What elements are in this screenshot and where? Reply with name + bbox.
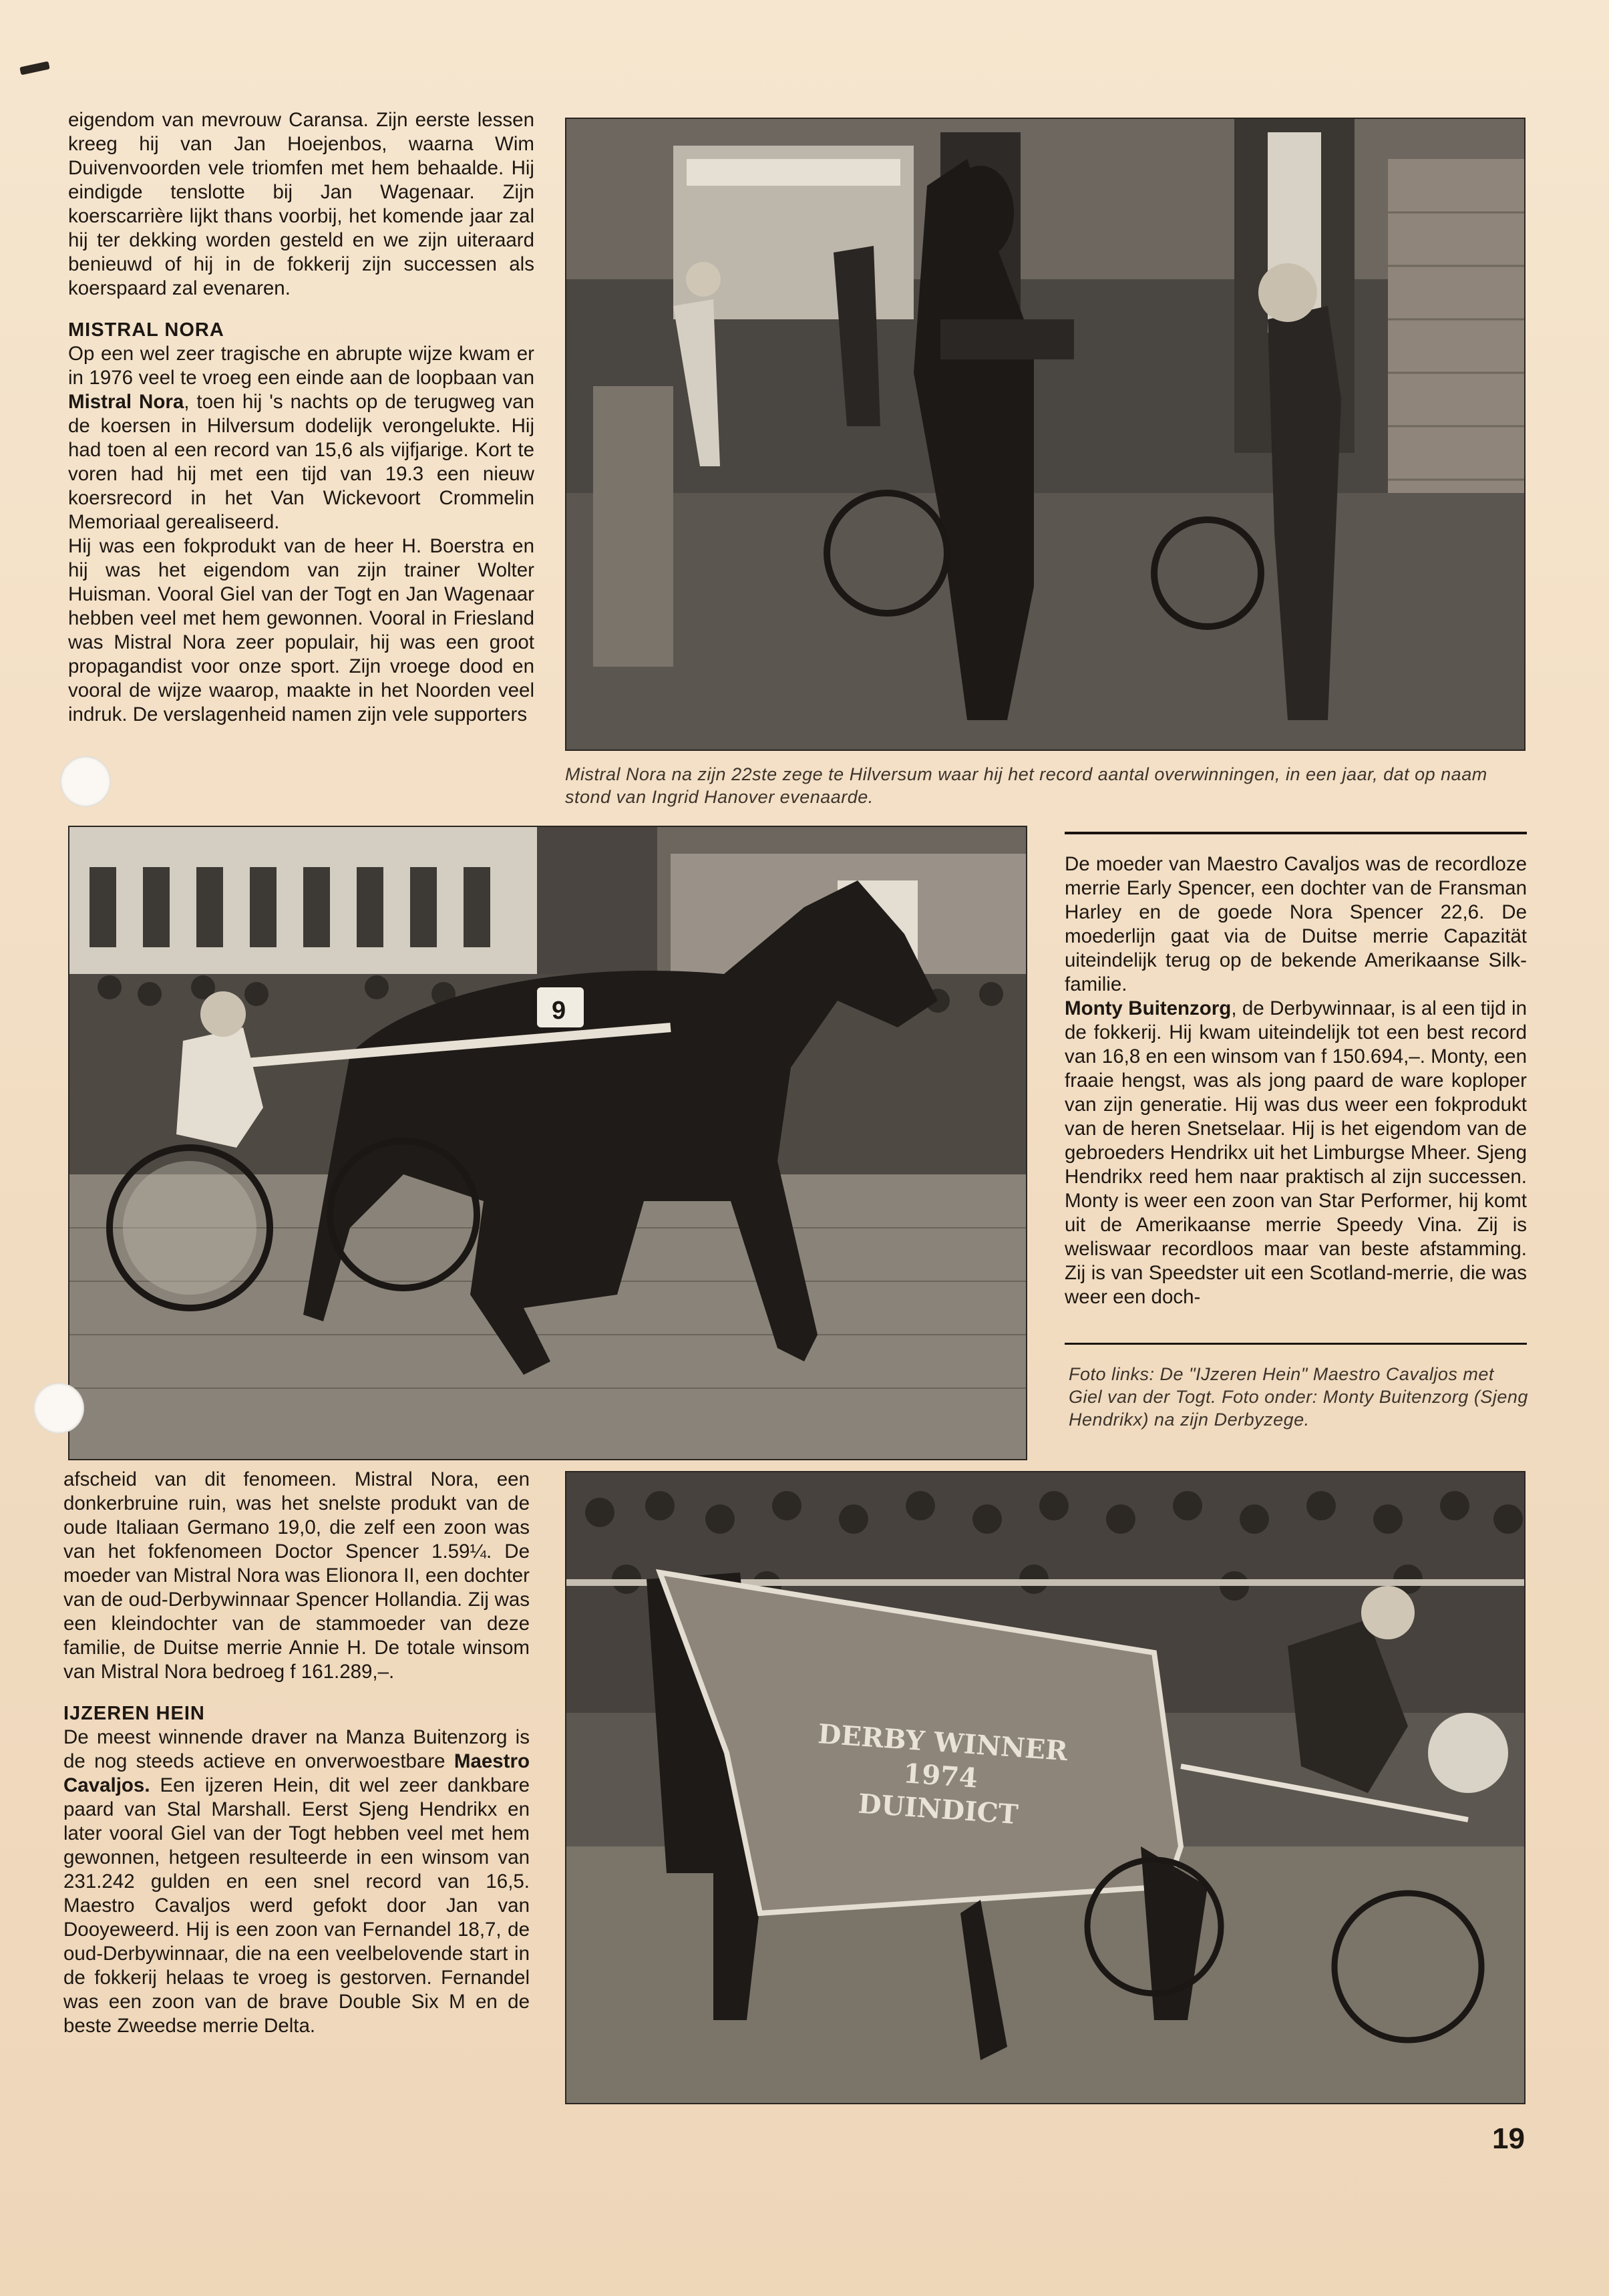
column-rule-bottom — [1065, 1343, 1527, 1345]
paragraph-intro: eigendom van mevrouw Caransa. Zijn eerste lessen kreeg hij van Jan Hoejenbos, waarna Wim Duivenvoorden vele triomfen met hem behaalde. Hij eindigde tenslotte bij Jan Wagenaar. Zijn koerscarrière lijkt thans voorbij, het komende jaar zal hij ter dekking worden gesteld en we zijn uiteraard benieuwd of hij in de fokkerij zijn successen als koerspaard zal evenaren. — [68, 109, 534, 299]
derby-winner-blanket-text — [797, 1717, 1083, 1836]
saddle-cloth-number: 9 — [552, 997, 566, 1025]
paragraph-mistral-nora-1: Op een wel zeer tragische en abrupte wijze kwam er in 1976 veel te vroeg een einde aan de loopbaan van Mistral Nora, toen hij 's nachts op de terugweg van de koersen in Hilversum dodelijk verongelukte. Hij had toen al een record van 15,6 als vijfjarige. Kort te voren had hij met een tijd van 19.3 een nieuw koersrecord in het Van Wickevoort Crommelin Memoriaal gerealiseerd. — [68, 343, 534, 533]
page-number: 19 — [1492, 2122, 1525, 2155]
photo-maestro-cavaljos — [68, 826, 1027, 1460]
blanket-line-3: DUINDICT — [857, 1788, 1019, 1831]
blanket-line-1: DERBY WINNER — [817, 1718, 1069, 1768]
heading-mistral-nora: MISTRAL NORA — [68, 319, 224, 341]
paragraph-maestro-cavaljos: De meest winnende draver na Manza Buitenzorg is de nog steeds actieve en onverwoestbare Maestro Cavaljos. Een ijzeren Hein, dit wel zeer dankbare paard van Stal Marshall. Eerst Sjeng Hendrikx en later vooral Giel van der Togt hebben veel met hem gewonnen, hetgeen resulteerde in een winsom van 231.242 gulden en een snel record van 16,5. Maestro Cavaljos werd gefokt door Jan van Dooyeweerd. Hij is een zoon van Fernandel 18,7, de oud-Derbywinnaar, die na een veelbelovende start in de fokkerij helaas te vroeg is gestorven. Fernandel was een zoon van de brave Double Six M en de beste Zweedse merrie Delta. — [63, 1726, 530, 2037]
paragraph-mistral-nora-pedigree: afscheid van dit fenomeen. Mistral Nora, een donkerbruine ruin, was het snelste produkt van de oude Italiaan Germano 19,0, die zelf een zoon was van het fokfenomeen Doctor Spencer 1.59¼. De moeder van Mistral Nora was Elionora II, een dochter van de oud-Derbywinnaar Spencer Hollandia. Zij was een kleindochter van de stammoeder van deze familie, de Duitse merrie Annie H. De totale winsom van Mistral Nora bedroeg f 161.289,–. — [63, 1468, 530, 1683]
paragraph-early-spencer: De moeder van Maestro Cavaljos was de recordloze merrie Early Spencer, een dochter van de Fransman Harley en de goede Nora Spencer 22,6. De moederlijn gaat via de Duitse merrie Capazität uiteindelijk terug op de bekende Amerikaanse Silk-familie. — [1065, 853, 1527, 995]
caption-mistral-nora: Mistral Nora na zijn 22ste zege te Hilversum waar hij het record aantal overwinningen, in een jaar, dat op naam stond van Ingrid Hanover evenaarde. — [565, 764, 1487, 807]
paragraph-monty-buitenzorg: Monty Buitenzorg, de Derbywinnaar, is al een tijd in de fokkerij. Hij kwam uiteindelijk tot een best record van 16,8 en een winsom van f 150.694,–. Monty, een fraaie hengst, was als jong paard de ware koploper van zijn generatie. Hij was dus weer een fokprodukt van de heren Snetselaar. Hij is het eigendom van de gebroeders Hendrikx uit het Limburgse Mheer. Sjeng Hendrikx reed hem naar praktisch al zijn successen. Monty is weer een zoon van Star Performer, hij komt uit de Amerikaanse merrie Speedy Vina. Zij is weliswaar recordloos maar van beste afstamming. Zij is van Speedster uit een Scotland-merrie, die was weer een doch- — [1065, 997, 1527, 1308]
text-column-top-left — [68, 108, 534, 727]
punch-hole-top — [60, 756, 111, 807]
blanket-line-2: 1974 — [902, 1758, 979, 1794]
bold-name-mistral-nora: Mistral Nora — [68, 391, 184, 413]
column-rule-top — [1065, 832, 1527, 834]
paragraph-mistral-nora-2: Hij was een fokprodukt van de heer H. Boerstra en hij was het eigendom van zijn trainer Wolter Huisman. Vooral Giel van der Togt en Jan Wagenaar hebben veel met hem gewonnen. Vooral in Friesland was Mistral Nora zeer populair, hij was een groot propagandist voor onze sport. Zijn vroege dood en vooral de wijze waarop, maakte in het Noorden veel indruk. De verslagenheid namen zijn vele supporters — [68, 535, 534, 725]
heading-ijzeren-hein: IJZEREN HEIN — [63, 1703, 205, 1724]
text-column-bottom-left — [63, 1468, 530, 2038]
bold-name-maestro-cavaljos: Maestro Cavaljos. — [63, 1750, 530, 1796]
caption-maestro-monty: Foto links: De "IJzeren Hein" Maestro Cavaljos met Giel van der Togt. Foto onder: Monty Buitenzorg (Sjeng Hendrikx) na zijn Derbyzege. — [1069, 1364, 1528, 1430]
punch-hole-bottom — [33, 1383, 84, 1434]
photo-mistral-nora-stable — [565, 118, 1526, 751]
photo-monty-buitenzorg-derby — [565, 1471, 1526, 2104]
bold-name-monty-buitenzorg: Monty Buitenzorg — [1065, 997, 1232, 1019]
text-column-right-middle — [1065, 852, 1527, 1309]
